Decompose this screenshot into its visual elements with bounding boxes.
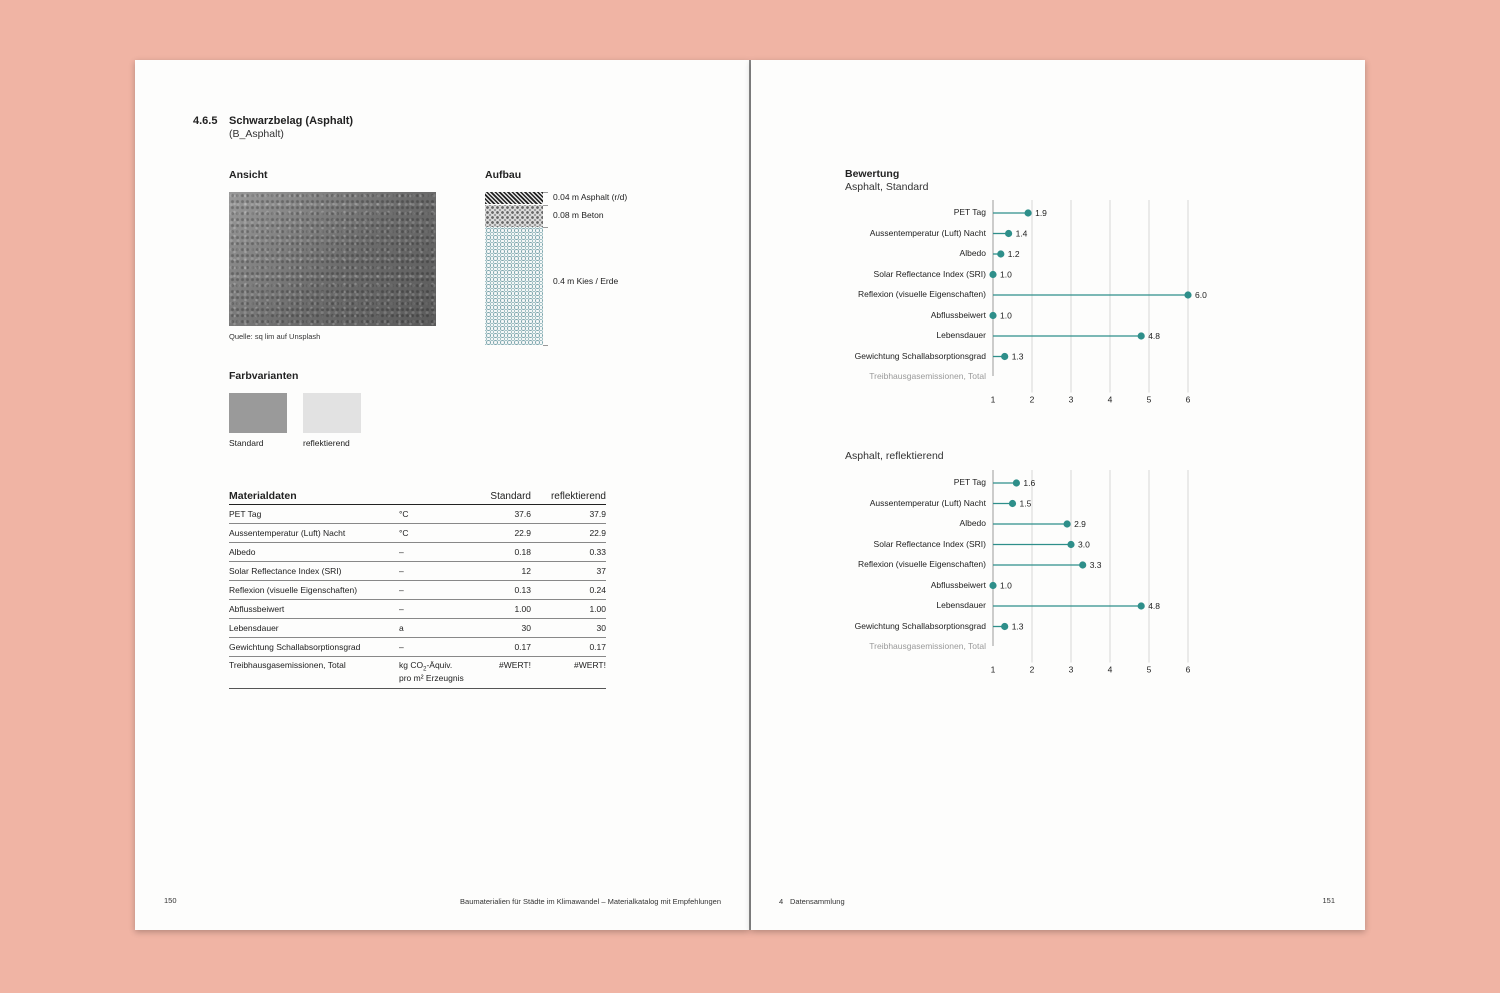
chapter-number: 4 xyxy=(779,897,784,906)
footer-title: Baumaterialien für Städte im Klimawandel – Materialkatalog mit Empfehlungen xyxy=(460,897,721,906)
chart-point xyxy=(1001,353,1008,360)
chart-point xyxy=(989,271,996,278)
row-reflektierend: 30 xyxy=(531,619,606,638)
layer-label: 0.4 m Kies / Erde xyxy=(553,276,619,286)
chart1-subtitle: Asphalt, Standard xyxy=(845,181,929,193)
page-number: 150 xyxy=(164,896,177,905)
row-unit: a xyxy=(399,619,479,638)
layer-beton xyxy=(485,205,543,227)
row-reflektierend: 37 xyxy=(531,562,606,581)
chart-tick-label: 3 xyxy=(1068,394,1074,405)
farbvarianten-heading: Farbvarianten xyxy=(229,370,299,382)
table-row xyxy=(229,562,606,581)
chart-category-label: Solar Reflectance Index (SRI) xyxy=(873,538,986,549)
table-row xyxy=(229,543,606,562)
row-reflektierend: 22.9 xyxy=(531,524,606,543)
table-header-reflektierend: reflektierend xyxy=(531,490,606,505)
chart-data-label: 4.8 xyxy=(1148,331,1161,341)
row-name: PET Tag xyxy=(229,505,399,524)
chart-category-label: Albedo xyxy=(959,248,986,258)
chart-category-label: Gewichtung Schallabsorptionsgrad xyxy=(854,620,986,631)
chart-data-label: 4.8 xyxy=(1148,601,1161,611)
row-unit: °C xyxy=(399,505,479,524)
table-row xyxy=(229,619,606,638)
row-unit: °C xyxy=(399,524,479,543)
chart-category-label: Aussentemperatur (Luft) Nacht xyxy=(869,227,986,238)
chart-svg xyxy=(751,470,1365,680)
chart-tick-label: 6 xyxy=(1185,664,1191,675)
chart-data-label: 3.3 xyxy=(1089,560,1102,570)
swatch-label: Standard xyxy=(229,438,264,448)
chart-point xyxy=(1064,520,1071,527)
row-unit xyxy=(399,657,479,689)
row-standard: 12 xyxy=(479,562,531,581)
table-row xyxy=(229,505,606,524)
swatch-reflektierend xyxy=(303,393,361,433)
chart-data-label: 1.0 xyxy=(1000,269,1012,280)
chart-data-label: 6.0 xyxy=(1195,290,1207,300)
chart-category-label: Treibhausgasemissionen, Total xyxy=(869,371,986,381)
chart-data-label: 1.5 xyxy=(1019,498,1032,509)
row-reflektierend: 37.9 xyxy=(531,505,606,524)
chart-category-label: Solar Reflectance Index (SRI) xyxy=(873,268,986,279)
row-reflektierend: 0.33 xyxy=(531,543,606,562)
unit-text: pro m² Erzeugnis xyxy=(399,672,464,683)
row-unit: – xyxy=(399,600,479,619)
row-unit: – xyxy=(399,581,479,600)
aufbau-heading: Aufbau xyxy=(485,169,522,181)
row-name: Reflexion (visuelle Eigenschaften) xyxy=(229,581,399,600)
ansicht-heading: Ansicht xyxy=(229,169,268,181)
chart-reflektierend xyxy=(751,470,1365,680)
chart-data-label: 2.9 xyxy=(1074,519,1086,529)
chart-category-label: Albedo xyxy=(959,518,986,528)
photo-caption: Quelle: sq lim auf Unsplash xyxy=(229,332,321,341)
table-row xyxy=(229,581,606,600)
chart-data-label: 1.3 xyxy=(1011,621,1024,632)
chart-point xyxy=(1184,291,1191,298)
chart-point xyxy=(1138,332,1145,339)
material-table xyxy=(229,490,606,689)
row-standard: 37.6 xyxy=(479,505,531,524)
chart-category-label: Reflexion (visuelle Eigenschaften) xyxy=(857,289,986,299)
chart-tick-label: 5 xyxy=(1146,664,1152,675)
section-title: Schwarzbelag (Asphalt) xyxy=(229,115,354,127)
chart-tick-label: 2 xyxy=(1029,664,1035,675)
table-row xyxy=(229,600,606,619)
row-name: Treibhausgasemissionen, Total xyxy=(229,657,399,689)
chart-point xyxy=(1079,561,1086,568)
chart-svg xyxy=(751,200,1365,410)
chart-data-label: 3.0 xyxy=(1078,539,1090,550)
chart-data-label: 1.6 xyxy=(1023,478,1036,488)
chart-point xyxy=(1025,209,1032,216)
chart-data-label: 1.4 xyxy=(1015,228,1028,239)
layer-kies xyxy=(485,227,543,345)
chart-data-label: 1.2 xyxy=(1007,249,1020,259)
chart-category-label: PET Tag xyxy=(953,207,986,217)
row-name: Gewichtung Schallabsorptionsgrad xyxy=(229,638,399,657)
layer-label: 0.08 m Beton xyxy=(553,210,604,220)
row-name: Albedo xyxy=(229,543,399,562)
swatch-label: reflektierend xyxy=(303,438,350,448)
chart-tick-label: 2 xyxy=(1029,394,1035,405)
row-reflektierend: 0.17 xyxy=(531,638,606,657)
row-standard: 1.00 xyxy=(479,600,531,619)
section-number: 4.6.5 xyxy=(193,115,218,127)
row-standard: 0.17 xyxy=(479,638,531,657)
row-unit: – xyxy=(399,562,479,581)
chart-point xyxy=(1067,541,1074,548)
chart-category-label: Abflussbeiwert xyxy=(930,579,986,590)
chart2-subtitle: Asphalt, reflektierend xyxy=(845,450,944,462)
layer-tick xyxy=(543,227,548,228)
row-reflektierend: #WERT! xyxy=(531,657,606,689)
chart-category-label: Treibhausgasemissionen, Total xyxy=(869,641,986,651)
unit-text: -Äquiv. xyxy=(426,660,453,670)
swatch-standard xyxy=(229,393,287,433)
asphalt-photo xyxy=(229,192,436,326)
chart-point xyxy=(1138,602,1145,609)
row-name: Solar Reflectance Index (SRI) xyxy=(229,562,399,581)
chart-tick-label: 1 xyxy=(990,394,996,405)
chart-category-label: Abflussbeiwert xyxy=(930,309,986,320)
chart-tick-label: 4 xyxy=(1107,394,1113,405)
row-standard: 0.13 xyxy=(479,581,531,600)
chart-point xyxy=(997,250,1004,257)
chart-point xyxy=(1001,623,1008,630)
chapter-title: Datensammlung xyxy=(790,897,845,906)
left-page xyxy=(135,60,749,930)
layer-tick xyxy=(543,205,548,206)
table-row xyxy=(229,638,606,657)
chart-category-label: PET Tag xyxy=(953,477,986,487)
row-unit: – xyxy=(399,638,479,657)
chart-tick-label: 1 xyxy=(990,664,996,675)
chart-category-label: Aussentemperatur (Luft) Nacht xyxy=(869,497,986,508)
table-header-unit xyxy=(399,490,479,505)
chart-point xyxy=(1013,479,1020,486)
chart-tick-label: 4 xyxy=(1107,664,1113,675)
row-reflektierend: 1.00 xyxy=(531,600,606,619)
chart-category-label: Lebensdauer xyxy=(936,330,986,340)
table-title: Materialdaten xyxy=(229,490,399,505)
layer-asphalt xyxy=(485,192,543,204)
row-name: Lebensdauer xyxy=(229,619,399,638)
layer-tick xyxy=(543,192,548,193)
chart-point xyxy=(1005,230,1012,237)
row-reflektierend: 0.24 xyxy=(531,581,606,600)
table-header-row xyxy=(229,490,606,505)
chart-point xyxy=(1009,500,1016,507)
chart-data-label: 1.9 xyxy=(1035,208,1047,218)
chart-point xyxy=(989,312,996,319)
chart-tick-label: 5 xyxy=(1146,394,1152,405)
row-standard: 30 xyxy=(479,619,531,638)
table-row xyxy=(229,524,606,543)
chart-category-label: Lebensdauer xyxy=(936,600,986,610)
chart-category-label: Gewichtung Schallabsorptionsgrad xyxy=(854,350,986,361)
row-standard: 0.18 xyxy=(479,543,531,562)
chart-category-label: Reflexion (visuelle Eigenschaften) xyxy=(857,559,986,569)
chart-data-label: 1.0 xyxy=(1000,580,1012,591)
table-header-standard: Standard xyxy=(479,490,531,505)
chart-tick-label: 6 xyxy=(1185,394,1191,405)
bewertung-heading: Bewertung xyxy=(845,168,900,180)
chart-standard xyxy=(751,200,1365,410)
chart-data-label: 1.3 xyxy=(1011,351,1024,362)
unit-text: kg CO xyxy=(399,660,424,670)
chart-point xyxy=(989,582,996,589)
layer-label: 0.04 m Asphalt (r/d) xyxy=(553,192,628,202)
unit-subscript: 2 xyxy=(423,666,427,673)
row-name: Abflussbeiwert xyxy=(229,600,399,619)
row-unit: – xyxy=(399,543,479,562)
page-number: 151 xyxy=(1322,896,1335,905)
row-name: Aussentemperatur (Luft) Nacht xyxy=(229,524,399,543)
layer-tick xyxy=(543,345,548,346)
row-standard: 22.9 xyxy=(479,524,531,543)
chart-tick-label: 3 xyxy=(1068,664,1074,675)
section-code: (B_Asphalt) xyxy=(229,128,284,140)
chart-data-label: 1.0 xyxy=(1000,310,1012,321)
table-row xyxy=(229,657,606,689)
right-page xyxy=(751,60,1365,930)
row-standard: #WERT! xyxy=(479,657,531,689)
